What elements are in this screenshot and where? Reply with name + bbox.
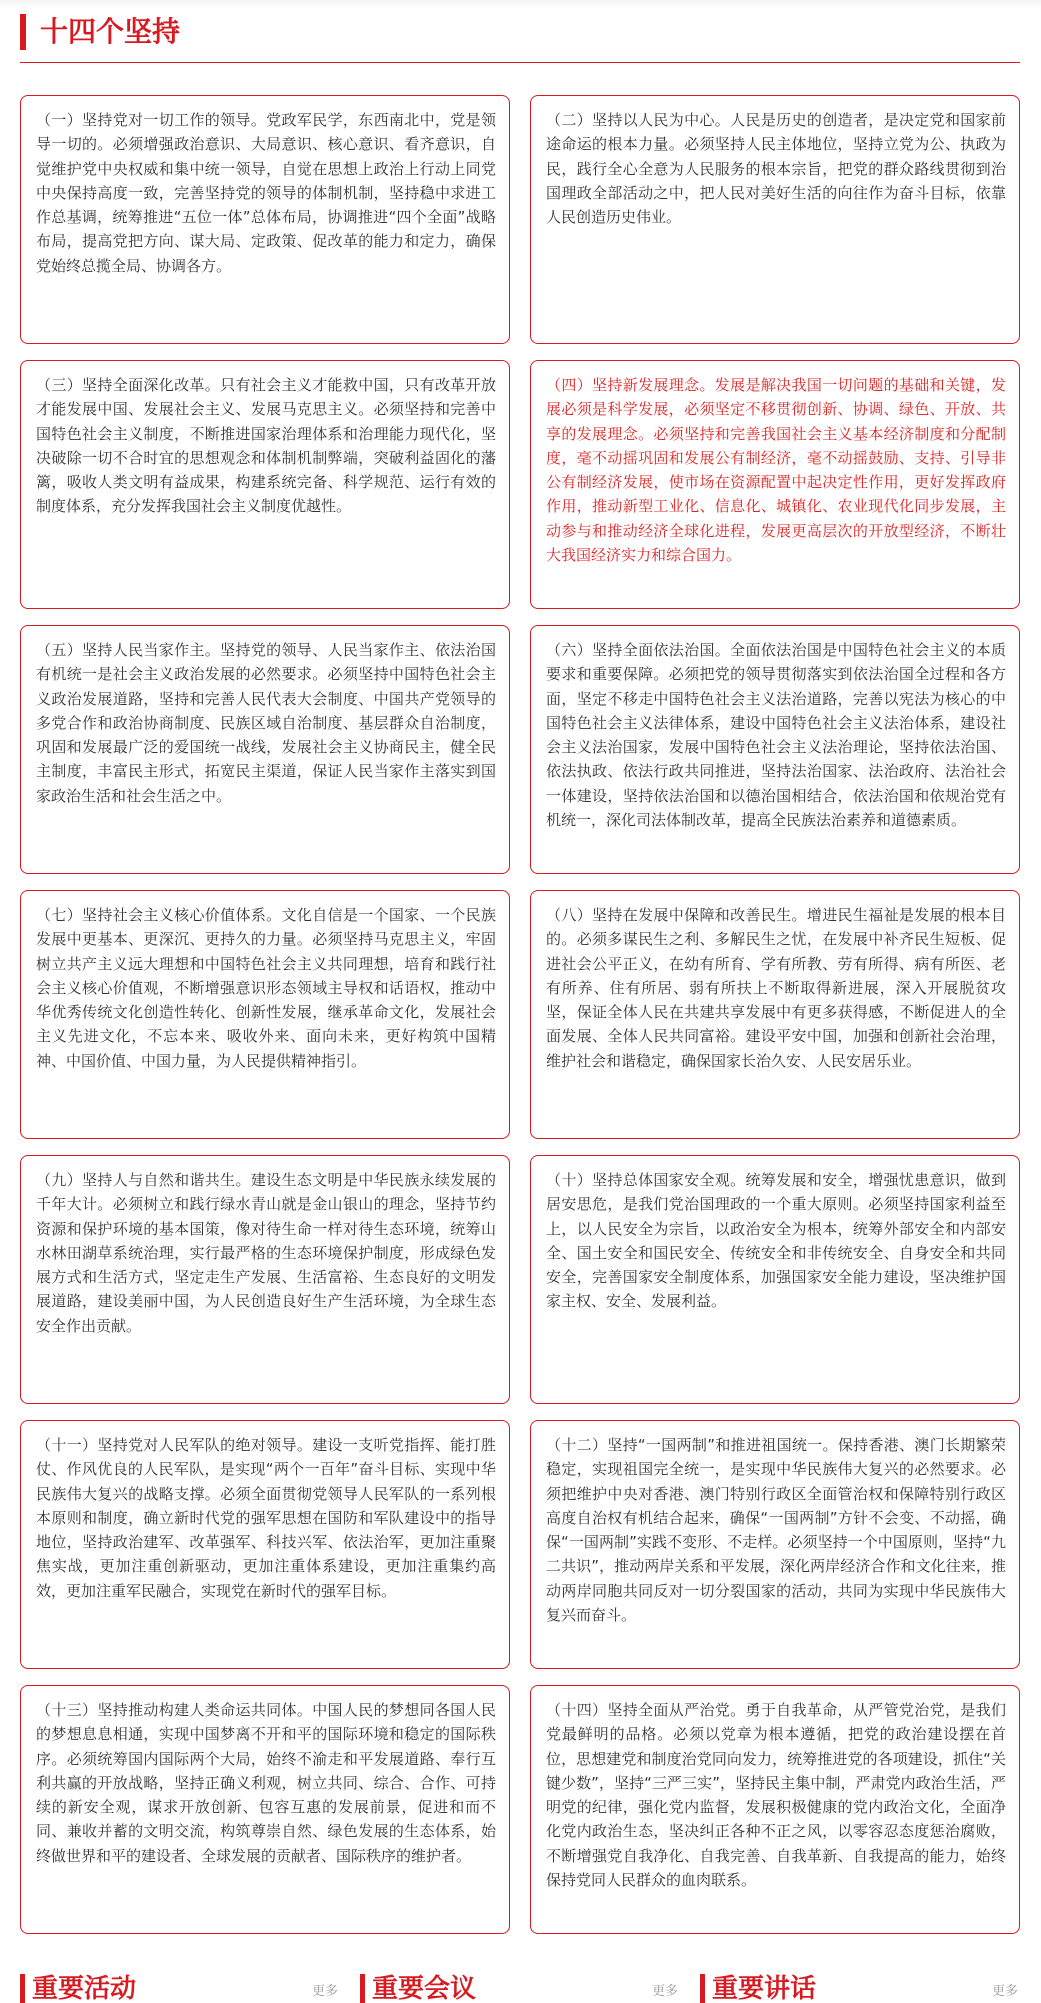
top-shadow-bar xyxy=(0,0,1041,10)
footer-section-speeches xyxy=(700,1968,1018,2003)
footer-section-title[interactable]: 重要会议 xyxy=(372,1974,477,2003)
principle-text: （八）坚持在发展中保障和改善民生。增进民生福祉是发展的根本目的。必须多谋民生之利、多解民生之忧，在发展中补齐民生短板、促进社会公平正义，在幼有所育、学有所教、劳有所得、病有所医、老有所养、住有所居、弱有所扶上不断取得新进展，深入开展脱贫攻坚，保证全体人民在共建共享发展中有更多获得感，不断促进人的全面发展、全体人民共同富裕。建设平安中国，加强和创新社会治理，维护社会和谐稳定，确保国家长治久安、人民安居乐业。 xyxy=(546,906,1006,1070)
principle-text: （十三）坚持推动构建人类命运共同体。中国人民的梦想同各国人民的梦想息息相通，实现中国梦离不开和平的国际环境和稳定的国际秩序。必须统筹国内国际两个大局，始终不渝走和平发展道路、奉行互利共赢的开放战略，坚持正确义利观，树立共同、综合、合作、可持续的新安全观，谋求开放创新、包容互惠的发展前景，促进和而不同、兼收并蓄的文明交流，构筑尊崇自然、绿色发展的生态体系，始终做世界和平的建设者、全球发展的贡献者、国际秩序的维护者。 xyxy=(36,1701,496,1865)
principle-card-10 xyxy=(530,1155,1020,1404)
footer-accent-bar xyxy=(360,1974,365,2003)
principle-text: （一）坚持党对一切工作的领导。党政军民学，东西南北中，党是领导一切的。必须增强政治意识、大局意识、核心意识、看齐意识，自觉维护党中央权威和集中统一领导，自觉在思想上政治上行动上同党中央保持高度一致，完善坚持党的领导的体制机制，坚持稳中求进工作总基调，统筹推进“五位一体”总体布局，协调推进“四个全面”战略布局，提高党把方向、谋大局、定政策、促改革的能力和定力，确保党始终总揽全局、协调各方。 xyxy=(36,111,496,275)
principle-text: （九）坚持人与自然和谐共生。建设生态文明是中华民族永续发展的千年大计。必须树立和践行绿水青山就是金山银山的理念，坚持节约资源和保护环境的基本国策，像对待生命一样对待生态环境，统筹山水林田湖草系统治理，实行最严格的生态环境保护制度，形成绿色发展方式和生活方式，坚定走生产发展、生活富裕、生态良好的文明发展道路，建设美丽中国，为人民创造良好生产生活环境，为全球生态安全作出贡献。 xyxy=(36,1171,496,1335)
principle-card-9 xyxy=(20,1155,510,1404)
more-link[interactable]: 更多 xyxy=(651,1984,678,1999)
footer-section-title[interactable]: 重要讲话 xyxy=(712,1974,817,2003)
principle-text: （三）坚持全面深化改革。只有社会主义才能救中国，只有改革开放才能发展中国、发展社会主义、发展马克思主义。必须坚持和完善中国特色社会主义制度，不断推进国家治理体系和治理能力现代化，坚决破除一切不合时宜的思想观念和体制机制弊端，突破利益固化的藩篱，吸收人类文明有益成果，构建系统完备、科学规范、运行有效的制度体系，充分发挥我国社会主义制度优越性。 xyxy=(36,376,496,516)
principle-card-11 xyxy=(20,1420,510,1669)
more-link[interactable]: 更多 xyxy=(311,1984,338,1999)
footer-sections xyxy=(20,1968,1020,2003)
principle-text: （六）坚持全面依法治国。全面依法治国是中国特色社会主义的本质要求和重要保障。必须把党的领导贯彻落实到依法治国全过程和各方面，坚定不移走中国特色社会主义法治道路，完善以宪法为核心的中国特色社会主义法律体系，建设中国特色社会主义法治体系，建设社会主义法治国家，发展中国特色社会主义法治理论，坚持依法治国、依法执政、依法行政共同推进，坚持法治国家、法治政府、法治社会一体建设，坚持依法治国和以德治国相结合，依法治国和依规治党有机统一，深化司法体制改革，提高全民族法治素养和道德素质。 xyxy=(546,641,1006,830)
more-link[interactable]: 更多 xyxy=(991,1984,1018,1999)
header-accent-bar xyxy=(20,14,26,50)
footer-section-activities xyxy=(20,1968,338,2003)
principle-text: （二）坚持以人民为中心。人民是历史的创造者，是决定党和国家前途命运的根本力量。必须坚持人民主体地位，坚持立党为公、执政为民，践行全心全意为人民服务的根本宗旨，把党的群众路线贯彻到治国理政全部活动之中，把人民对美好生活的向往作为奋斗目标，依靠人民创造历史伟业。 xyxy=(546,111,1006,227)
principle-card-14 xyxy=(530,1685,1020,1934)
principle-card-7 xyxy=(20,890,510,1139)
header-divider xyxy=(20,62,1020,63)
principle-text: （七）坚持社会主义核心价值体系。文化自信是一个国家、一个民族发展中更基本、更深沉、更持久的力量。必须坚持马克思主义，牢固树立共产主义远大理想和中国特色社会主义共同理想，培育和践行社会主义核心价值观，不断增强意识形态领域主导权和话语权，推动中华优秀传统文化创造性转化、创新性发展，继承革命文化，发展社会主义先进文化，不忘本来、吸收外来、面向未来，更好构筑中国精神、中国价值、中国力量，为人民提供精神指引。 xyxy=(36,906,496,1070)
principle-text: （十二）坚持“一国两制”和推进祖国统一。保持香港、澳门长期繁荣稳定，实现祖国完全统一，是实现中华民族伟大复兴的必然要求。必须把维护中央对香港、澳门特别行政区全面管治权和保障特别行政区高度自治权有机结合起来，确保“一国两制”方针不会变、不动摇，确保“一国两制”实践不变形、不走样。必须坚持一个中国原则，坚持“九二共识”，推动两岸关系和平发展，深化两岸经济合作和文化往来，推动两岸同胞共同反对一切分裂国家的活动，共同为实现中华民族伟大复兴而奋斗。 xyxy=(546,1436,1006,1625)
principle-card-13 xyxy=(20,1685,510,1934)
footer-section-meetings xyxy=(360,1968,678,2003)
footer-accent-bar xyxy=(700,1974,705,2003)
principle-text: （四）坚持新发展理念。发展是解决我国一切问题的基础和关键，发展必须是科学发展，必须坚定不移贯彻创新、协调、绿色、开放、共享的发展理念。必须坚持和完善我国社会主义基本经济制度和分配制度，毫不动摇巩固和发展公有制经济，毫不动摇鼓励、支持、引导非公有制经济发展，使市场在资源配置中起决定性作用，更好发挥政府作用，推动新型工业化、信息化、城镇化、农业现代化同步发展，主动参与和推动经济全球化进程，发展更高层次的开放型经济，不断壮大我国经济实力和综合国力。 xyxy=(546,376,1006,565)
principle-card-6 xyxy=(530,625,1020,874)
principle-card-5 xyxy=(20,625,510,874)
principle-card-3 xyxy=(20,360,510,609)
principle-text: （十）坚持总体国家安全观。统筹发展和安全，增强忧患意识，做到居安思危，是我们党治国理政的一个重大原则。必须坚持国家利益至上，以人民安全为宗旨，以政治安全为根本，统筹外部安全和内部安全、国土安全和国民安全、传统安全和非传统安全、自身安全和共同安全，完善国家安全制度体系，加强国家安全能力建设，坚决维护国家主权、安全、发展利益。 xyxy=(546,1171,1006,1311)
principle-card-8 xyxy=(530,890,1020,1139)
principle-text: （五）坚持人民当家作主。坚持党的领导、人民当家作主、依法治国有机统一是社会主义政治发展的必然要求。必须坚持中国特色社会主义政治发展道路，坚持和完善人民代表大会制度、中国共产党领导的多党合作和政治协商制度、民族区域自治制度、基层群众自治制度，巩固和发展最广泛的爱国统一战线，发展社会主义协商民主，健全民主制度，丰富民主形式，拓宽民主渠道，保证人民当家作主落实到国家政治生活和社会生活之中。 xyxy=(36,641,496,805)
principle-text: （十一）坚持党对人民军队的绝对领导。建设一支听党指挥、能打胜仗、作风优良的人民军队，是实现“两个一百年”奋斗目标、实现中华民族伟大复兴的战略支撑。必须全面贯彻党领导人民军队的一系列根本原则和制度，确立新时代党的强军思想在国防和军队建设中的指导地位，坚持政治建军、改革强军、科技兴军、依法治军，更加注重聚焦实战，更加注重创新驱动，更加注重体系建设，更加注重集约高效，更加注重军民融合，实现党在新时代的强军目标。 xyxy=(36,1436,496,1600)
section-header xyxy=(20,12,1020,62)
principle-card-2 xyxy=(530,95,1020,344)
principle-card-1 xyxy=(20,95,510,344)
footer-section-title[interactable]: 重要活动 xyxy=(32,1974,137,2003)
principle-card-12 xyxy=(530,1420,1020,1669)
footer-accent-bar xyxy=(20,1974,25,2003)
principle-text: （十四）坚持全面从严治党。勇于自我革命，从严管党治党，是我们党最鲜明的品格。必须以党章为根本遵循，把党的政治建设摆在首位，思想建党和制度治党同向发力，统筹推进党的各项建设，抓住“关键少数”，坚持“三严三实”，坚持民主集中制，严肃党内政治生活，严明党的纪律，强化党内监督，发展积极健康的党内政治文化，全面净化党内政治生态，坚决纠正各种不正之风，以零容忍态度惩治腐败，不断增强党自我净化、自我完善、自我革新、自我提高的能力，始终保持党同人民群众的血肉联系。 xyxy=(546,1701,1006,1890)
principle-card-4 xyxy=(530,360,1020,609)
page-title: 十四个坚持 xyxy=(40,15,181,48)
